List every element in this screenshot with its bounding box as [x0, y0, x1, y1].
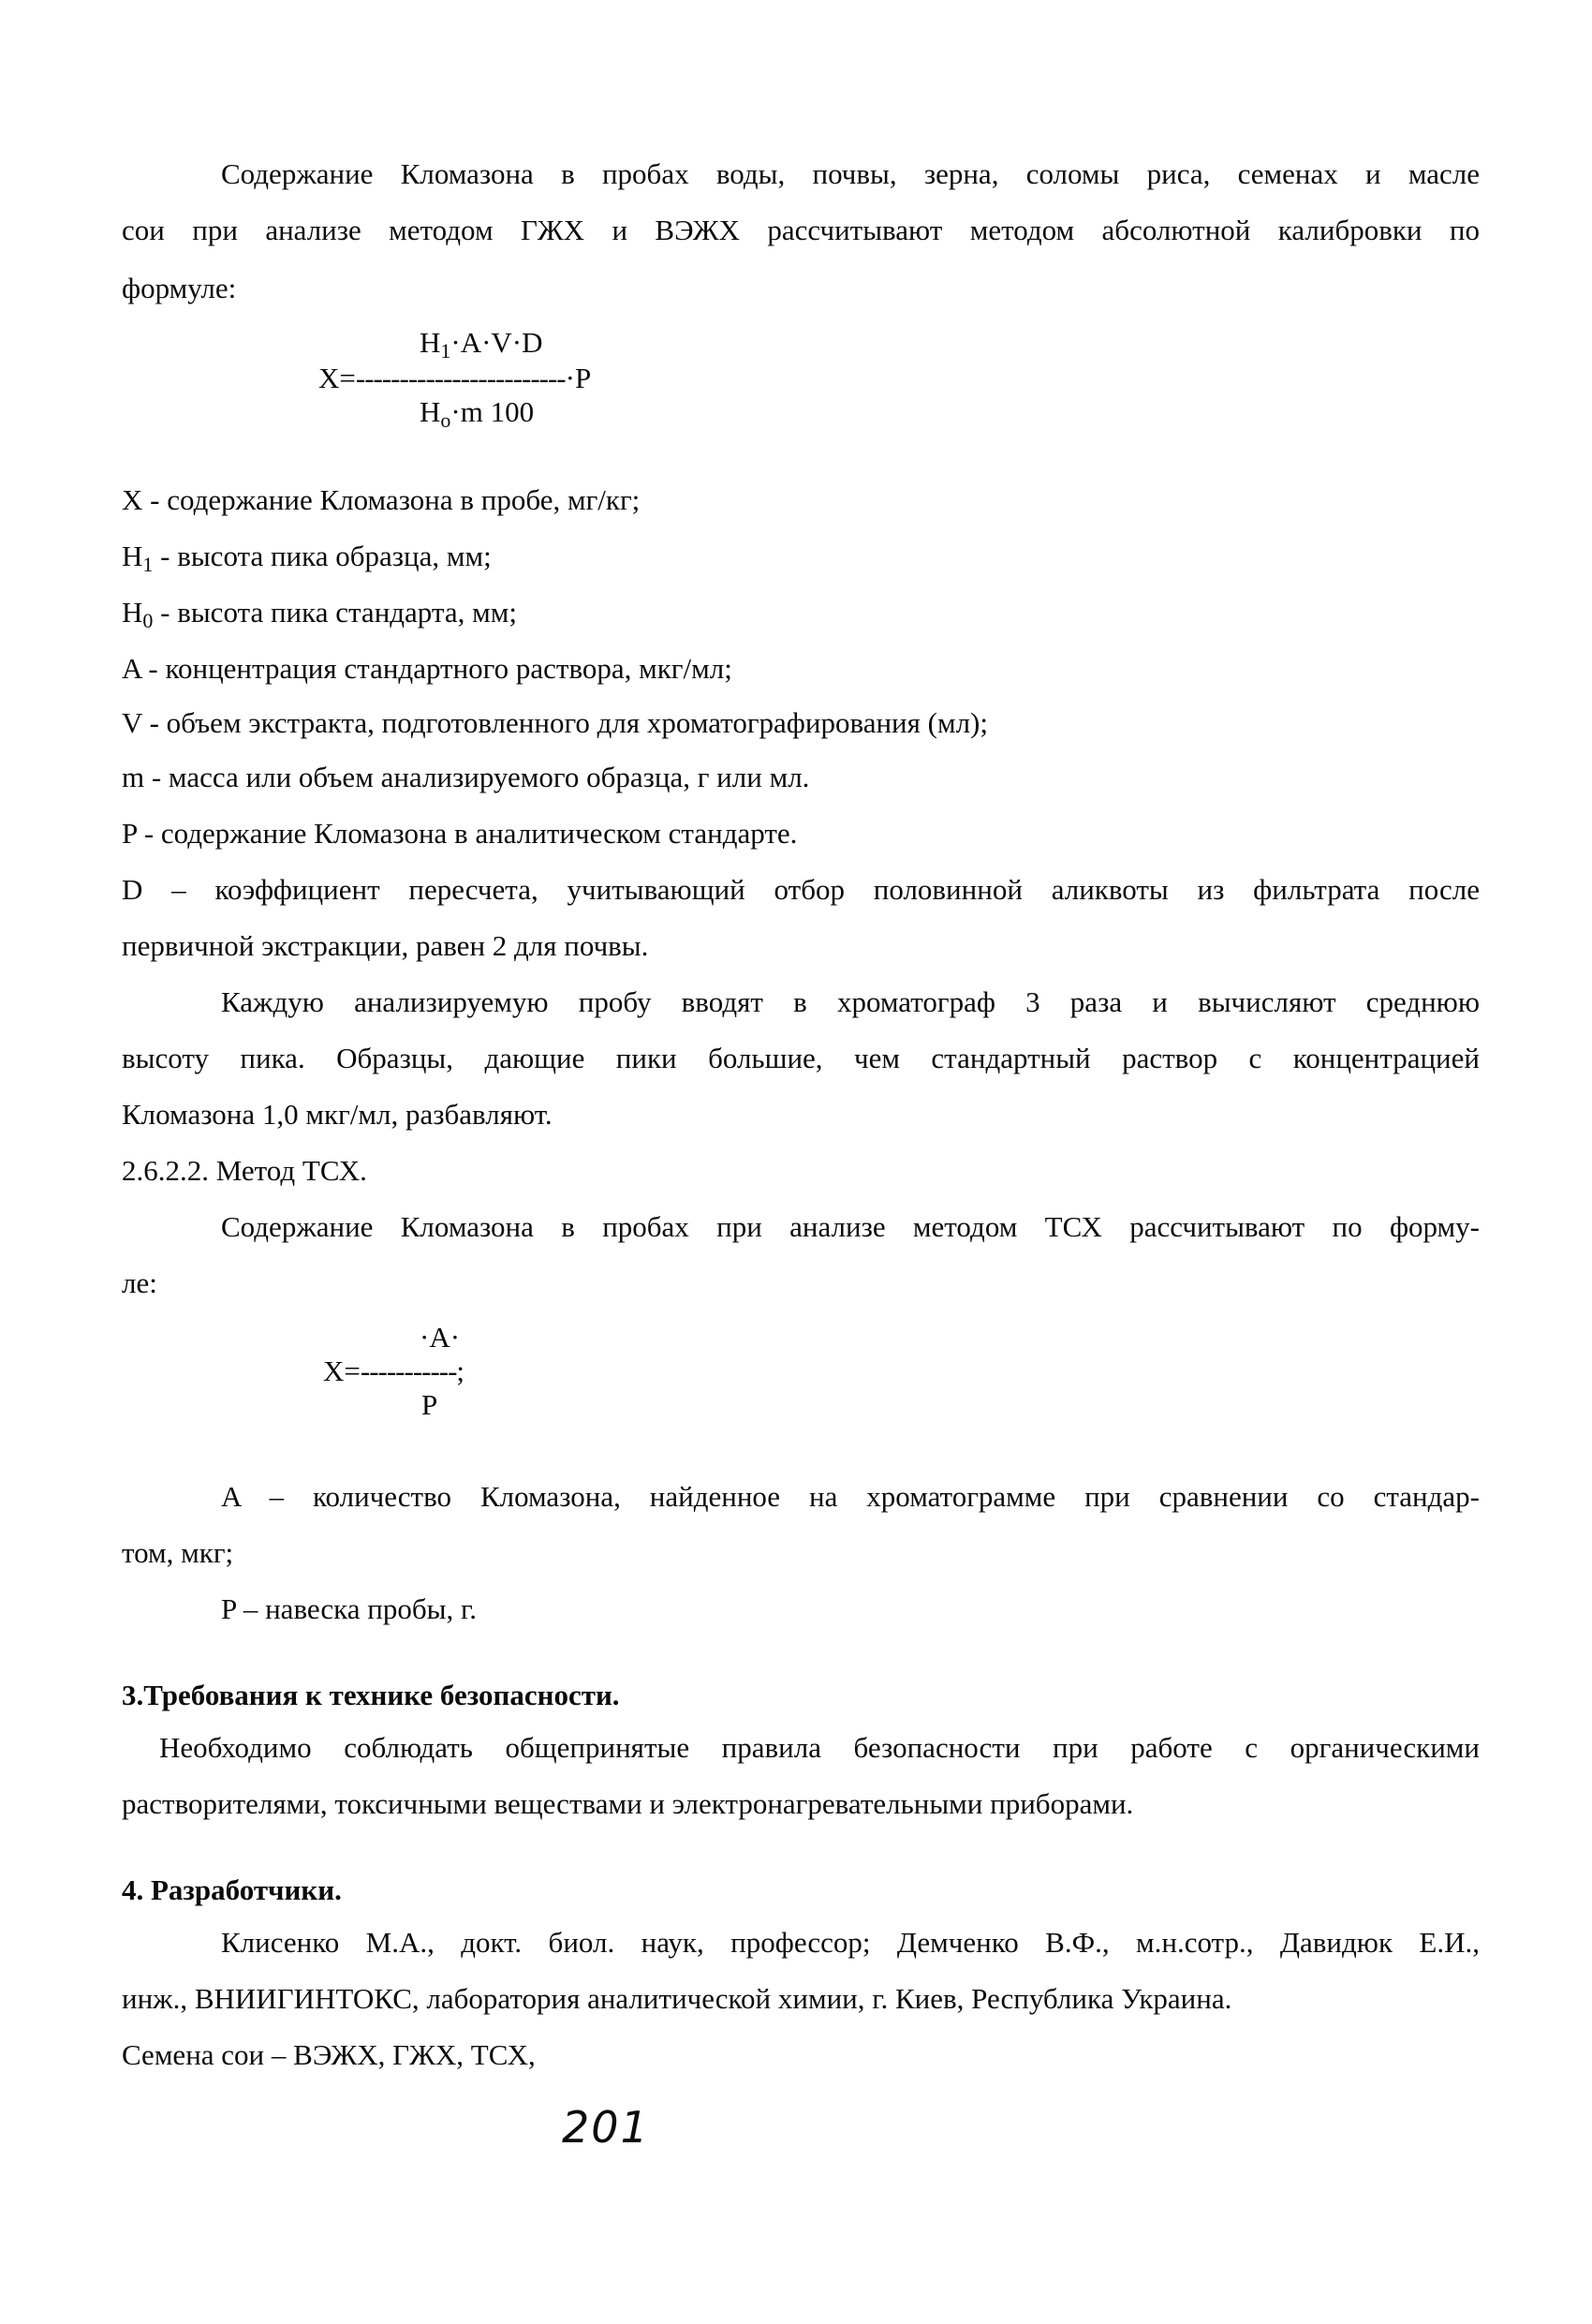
def-v: V - объем экстракта, подготовленного для хроматографирования (мл);: [122, 706, 988, 739]
def-d-line-2: первичной экстракции, равен 2 для почвы.: [122, 929, 649, 962]
section-262-heading: 2.6.2.2. Метод ТСХ.: [122, 1154, 367, 1187]
intro-line-3: формуле:: [122, 272, 237, 304]
page-number: 201: [562, 2102, 650, 2153]
def-d-line-1: D – коэффициент пересчета, учитывающий отбор половинной аликвоты из фильтрата после: [122, 873, 1480, 906]
section4-line-3: Семена сои – ВЭЖХ, ГЖХ, ТСХ,: [122, 2038, 536, 2071]
para3-line-1: Содержание Кломазона в пробах при анализе методом ТСХ рассчитывают по форму-: [221, 1210, 1480, 1243]
def-h0: $H_0$ - высота пика стандарта, мм;: [122, 596, 517, 632]
section4-heading: 4. Разработчики.: [122, 1873, 342, 1906]
formula2-main-line: [323, 1354, 464, 1388]
formula2-denominator: P: [421, 1388, 438, 1421]
para2-line-2: высоту пика. Образцы, дающие пики большие, чем стандартный раствор с концентрацией: [122, 1042, 1480, 1074]
formula2-lhs: X=: [323, 1354, 361, 1387]
para2-line-1: Каждую анализируемую пробу вводят в хроматограф 3 раза и вычисляют среднюю: [221, 985, 1480, 1018]
def-a: A - концентрация стандартного раствора, мкг/мл;: [122, 652, 732, 685]
intro-line-2: сои при анализе методом ГЖХ и ВЭЖХ рассчитывают методом абсолютной калибровки по: [122, 214, 1480, 246]
def-x: X - содержание Кломазона в пробе, мг/кг;: [122, 483, 641, 516]
formula2-fraction-bar: -----------;: [360, 1354, 464, 1387]
formula1-rhs: ·P: [565, 362, 592, 394]
section4-line-1: Клисенко М.А., докт. биол. наук, профессор; Демченко В.Ф., м.н.сотр., Давидюк Е.И.,: [221, 1926, 1480, 1959]
intro-line-1: Содержание Кломазона в пробах воды, почвы, зерна, соломы риса, семенах и масле: [221, 157, 1480, 190]
para2-line-3: Кломазона 1,0 мкг/мл, разбавляют.: [122, 1098, 553, 1131]
formula1-fraction-bar: ------------------------: [355, 362, 566, 394]
defs2-a-line-1: A – количество Кломазона, найденное на хроматограмме при сравнении со стандар-: [221, 1480, 1480, 1513]
formula1-denominator: $H_o\cdot m$ 100: [420, 395, 535, 432]
formula1-lhs: X=: [318, 362, 356, 394]
defs2-a-line-2: том, мкг;: [122, 1536, 234, 1569]
para3-line-2: ле:: [122, 1266, 157, 1299]
def-m: m - масса или объем анализируемого образца, г или мл.: [122, 761, 810, 793]
section3-line-2: растворителями, токсичными веществами и электронагревательными приборами.: [122, 1787, 1134, 1820]
def-p: P - содержание Кломазона в аналитическом стандарте.: [122, 817, 798, 850]
defs2-p: P – навеска пробы, г.: [221, 1592, 477, 1625]
section4-line-2: инж., ВНИИГИНТОКС, лаборатория аналитической химии, г. Киев, Республика Украина.: [122, 1982, 1232, 2015]
section3-heading: 3.Требования к технике безопасности.: [122, 1679, 620, 1711]
formula1-numerator: $H_1\cdot A\cdot V\cdot D$: [420, 326, 543, 363]
formula2-numerator: ·A·: [420, 1321, 461, 1354]
def-h1: $H_1$ - высота пика образца, мм;: [122, 540, 492, 576]
section3-line-1: Необходимо соблюдать общепринятые правила безопасности при работе с органическими: [159, 1731, 1480, 1764]
formula1-main-line: [318, 362, 591, 395]
